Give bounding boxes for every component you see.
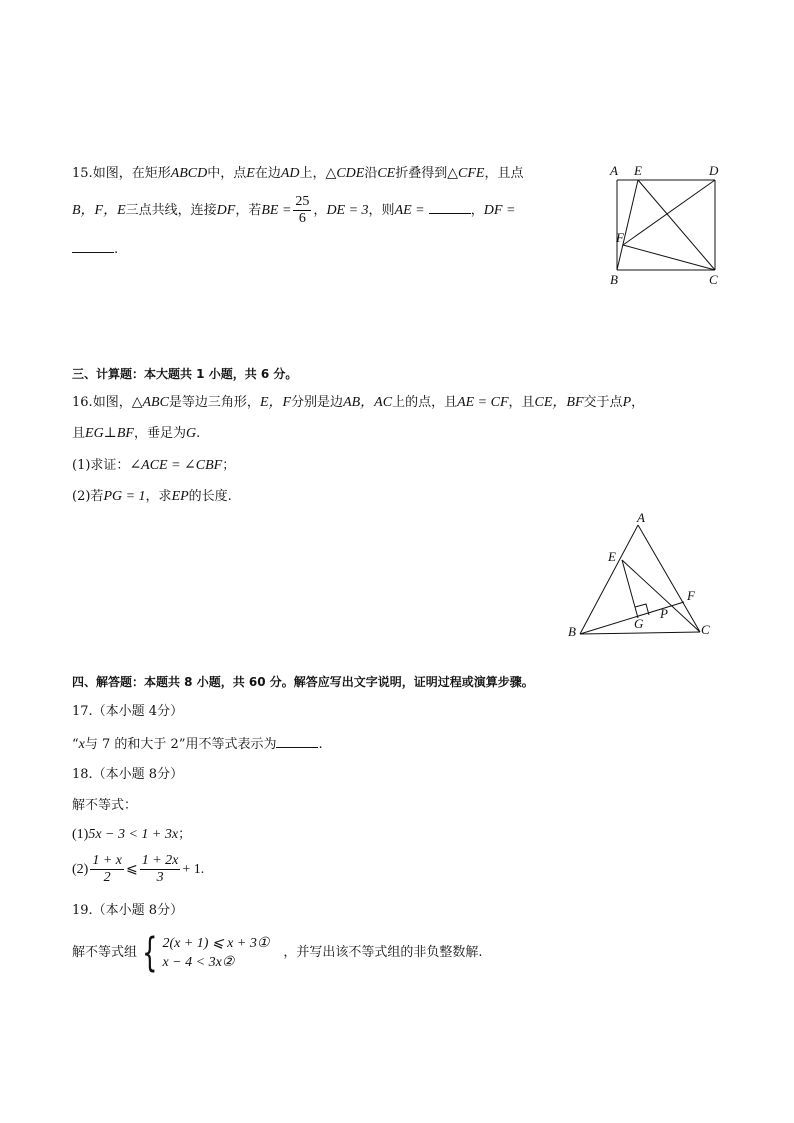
label-D: D xyxy=(709,163,719,178)
segment-fd xyxy=(623,180,715,245)
left-brace: { xyxy=(142,929,158,976)
edge-ac xyxy=(638,525,700,632)
label-E: E xyxy=(608,549,616,564)
label-P: P xyxy=(660,606,668,621)
segment-be xyxy=(617,180,638,270)
segment-bf xyxy=(580,602,684,634)
edge-ab xyxy=(580,525,638,634)
fraction-2: $\frac{1 + 2x}{3}$ xyxy=(141,853,179,885)
label-B: B xyxy=(568,624,576,639)
q19-body: 解不等式组 { 2(x + 1) ⩽ x + 3① x − 4 < 3x② ，并写出该不等式组的非负整数解. xyxy=(72,929,483,976)
be-fraction: $\frac{25}{6}$ xyxy=(295,194,310,226)
inequality-system: 2(x + 1) ⩽ x + 3① x − 4 < 3x② xyxy=(162,935,270,970)
q16-line1: 16.如图，△ABC是等边三角形，E，F分别是边AB，AC上的点，且AE = CF，且CE，BF交于点P， xyxy=(72,395,645,410)
q16-part1: (1)求证：∠ACE = ∠CBF； xyxy=(72,458,236,473)
q15-line2: B，F，E三点共线，连接DF，若BE = $\frac{25}{6}$ ，DE = 3，则AE = ，DF = xyxy=(72,194,516,226)
label-B: B xyxy=(610,272,618,287)
q18-header: 18.（本小题 8分） xyxy=(72,767,184,782)
q18-part2: (2) $\frac{1 + x}{2}$ ⩽ $\frac{1 + 2x}{3}$ + 1. xyxy=(72,853,205,885)
q15-rectangle-figure xyxy=(600,160,730,290)
section-3-heading: 三、计算题：本大题共 1 小题，共 6 分。 xyxy=(72,367,298,381)
answer-blank-ae[interactable] xyxy=(429,201,471,214)
answer-blank-df[interactable] xyxy=(72,240,114,253)
fraction-1: $\frac{1 + x}{2}$ xyxy=(92,853,122,885)
q17-header: 17.（本小题 4分） xyxy=(72,704,184,719)
label-A: A xyxy=(637,510,645,525)
label-E: E xyxy=(634,163,642,178)
q16-part2: (2)若PG = 1，求EP的长度. xyxy=(72,489,232,504)
q17-body: “x与 7 的和大于 2”用不等式表示为 . xyxy=(72,737,323,752)
q16-line2: 且EG⊥BF，垂足为G. xyxy=(72,426,201,441)
label-F: F xyxy=(687,588,695,603)
label-F: F xyxy=(616,230,624,245)
answer-blank-q17[interactable] xyxy=(276,735,318,748)
q15-line1: 15.如图，在矩形ABCD中，点E在边AD上，△CDE沿CE折叠得到△CFE，且点 xyxy=(72,166,524,181)
q18-intro: 解不等式： xyxy=(72,798,138,813)
segment-eg xyxy=(622,560,638,618)
label-C: C xyxy=(701,622,710,637)
edge-bc xyxy=(580,632,700,634)
q18-part1: (1)5x − 3 < 1 + 3x； xyxy=(72,827,192,842)
segment-ec xyxy=(638,180,715,270)
label-C: C xyxy=(709,272,718,287)
label-G: G xyxy=(634,616,644,631)
label-A: A xyxy=(610,163,618,178)
segment-fc xyxy=(623,245,715,270)
q15-line3: . xyxy=(72,240,118,259)
q19-header: 19.（本小题 8分） xyxy=(72,903,184,918)
section-4-heading: 四、解答题：本题共 8 小题，共 60 分。解答应写出文字说明，证明过程或演算步骤。 xyxy=(72,675,534,689)
q16-triangle-figure xyxy=(560,510,730,645)
